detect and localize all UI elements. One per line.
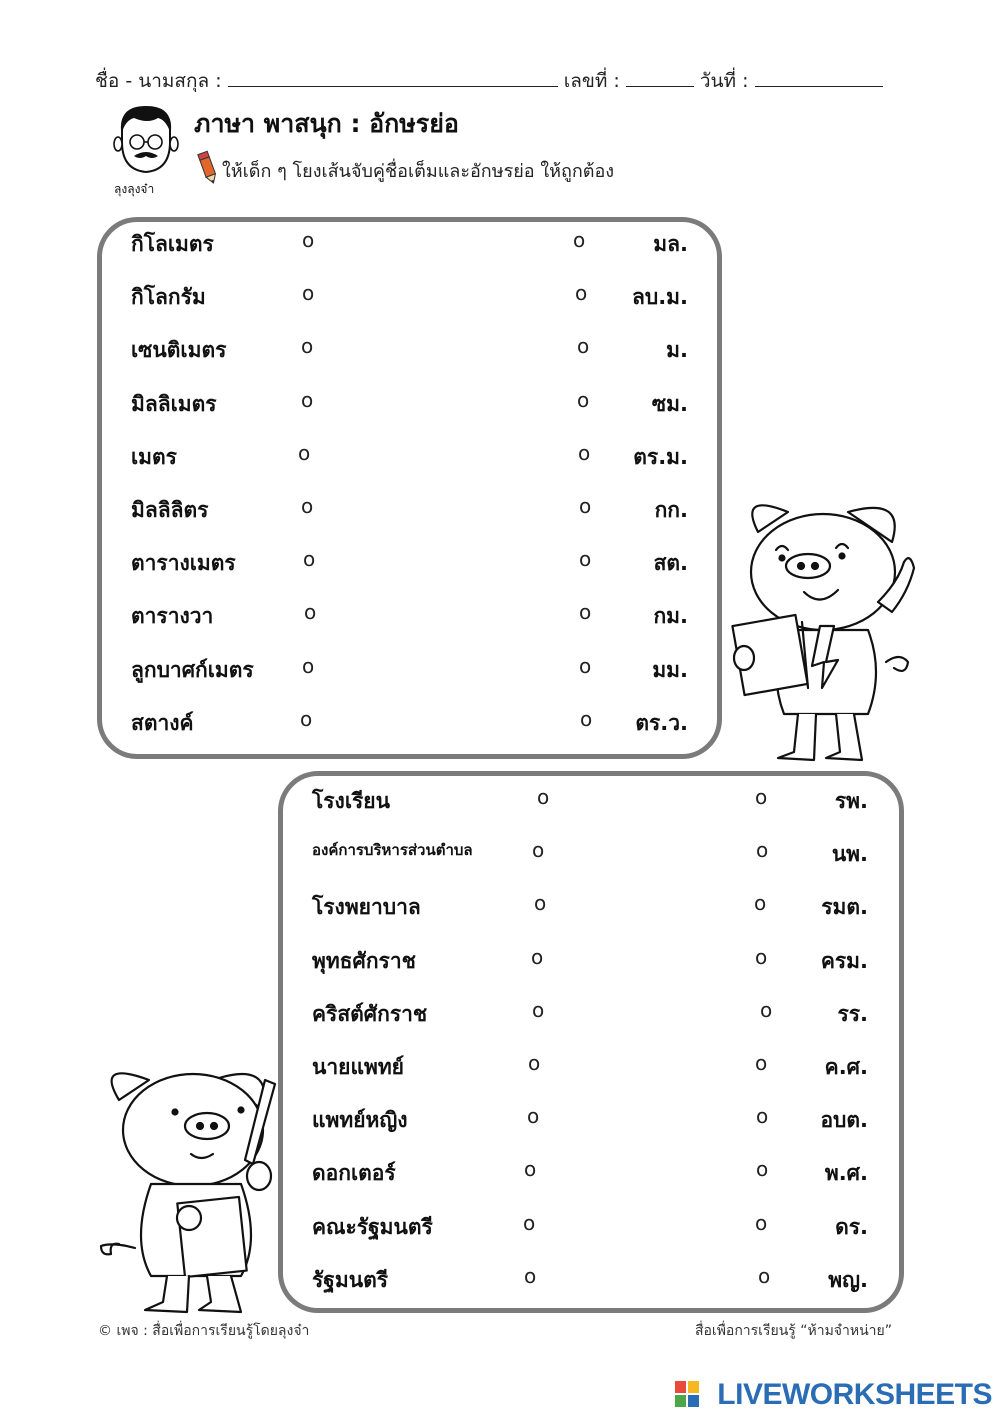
abbreviation-label: พญ. [828,1267,868,1292]
left-connector-dot[interactable]: o [300,706,313,731]
pig-writing-illustration [95,1050,280,1320]
left-connector-dot[interactable]: o [301,334,314,359]
abbreviation-label: อบต. [820,1108,868,1133]
left-connector-dot[interactable]: o [537,785,550,809]
abbreviation-label: ดร. [835,1214,868,1239]
full-name-label: ดอกเตอร์ [312,1161,396,1186]
abbreviation-label: นพ. [831,842,868,867]
name-label: ชื่อ - นามสกุล : [95,70,222,92]
right-connector-dot[interactable]: o [578,440,591,465]
left-connector-dot[interactable]: o [524,1157,537,1182]
page-title: ภาษา พาสนุก : อักษรย่อ [194,109,459,138]
right-connector-dot[interactable]: o [577,334,590,359]
matching-row [131,228,688,268]
matching-row [312,891,868,931]
abbreviation-label: รร. [837,1001,868,1026]
abbreviation-label: ซม. [651,391,688,416]
matching-row [312,1157,868,1197]
full-name-label: กิโลกรัม [131,285,206,310]
right-connector-dot[interactable]: o [580,706,593,731]
right-connector-dot[interactable]: o [573,228,586,252]
organizations-list [312,785,868,1305]
left-connector-dot[interactable]: o [301,387,314,412]
full-name-label: คณะรัฐมนตรี [312,1214,433,1239]
left-connector-dot[interactable]: o [527,1104,540,1129]
full-name-label: องค์การบริหารส่วนตำบล [312,841,473,860]
right-connector-dot[interactable]: o [755,1210,768,1235]
matching-row [131,441,688,481]
liveworksheets-brand[interactable]: LIVEWORKSHEETS [717,1378,992,1411]
abbreviation-label: รพ. [834,789,868,813]
matching-row [312,1211,868,1251]
abbreviation-label: สต. [653,551,688,576]
full-name-label: เซนติเมตร [131,338,227,363]
matching-row [131,600,688,640]
full-name-label: ตารางวา [131,604,214,629]
right-connector-dot[interactable]: o [755,785,768,809]
abbreviation-label: กก. [654,498,688,522]
abbreviation-label: ตร.ว. [635,710,688,735]
left-connector-dot[interactable]: o [301,494,314,518]
abbreviation-label: ค.ศ. [824,1055,868,1079]
right-connector-dot[interactable]: o [754,891,767,916]
pig-pointing-illustration [728,492,918,772]
full-name-label: ตารางเมตร [131,551,236,576]
abbreviation-label: มล. [653,232,688,256]
abbreviation-label: กม. [653,604,688,629]
full-name-label: รัฐมนตรี [312,1267,388,1292]
right-connector-dot[interactable]: o [758,1263,771,1288]
full-name-label: เมตร [131,444,177,469]
full-name-label: นายแพทย์ [312,1055,404,1079]
abbreviation-label: ตร.ม. [633,444,688,469]
matching-row [131,334,688,374]
matching-row [131,494,688,534]
liveworksheets-logo-icon [674,1380,700,1408]
instruction-text: ให้เด็ก ๆ โยงเส้นจับคู่ชื่อเต็มและอักษรย่อ ให้ถูกต้อง [222,161,615,182]
uncle-face-icon [108,102,184,182]
abbreviation-label: ลบ.ม. [632,285,688,310]
pencil-icon [196,150,220,186]
footer-notice: สื่อเพื่อการเรียนรู้ “ห้ามจำหน่าย” [694,1323,892,1339]
matching-row [131,654,688,694]
full-name-label: มิลลิลิตร [131,498,209,522]
uncle-caption: ลุงลุงจ๋า [114,182,155,196]
number-label: เลขที่ : [563,70,620,92]
matching-row [312,1051,868,1091]
left-connector-dot[interactable]: o [528,1051,541,1075]
left-connector-dot[interactable]: o [302,228,315,252]
number-field[interactable] [626,68,694,87]
right-connector-dot[interactable]: o [579,600,592,625]
matching-row [131,547,688,587]
abbreviation-label: ม. [666,338,688,363]
right-connector-dot[interactable]: o [577,387,590,412]
full-name-label: พุทธศักราช [312,948,416,973]
left-connector-dot[interactable]: o [523,1210,536,1235]
matching-row [312,945,868,985]
matching-row [131,707,688,747]
date-field[interactable] [755,68,883,87]
right-connector-dot[interactable]: o [756,1104,769,1129]
full-name-label: สตางค์ [131,710,194,735]
name-field[interactable] [228,68,558,87]
left-connector-dot[interactable]: o [532,997,545,1022]
right-connector-dot[interactable]: o [756,838,769,863]
right-connector-dot[interactable]: o [579,547,592,572]
abbreviation-label: รมต. [821,895,868,920]
full-name-label: แพทย์หญิง [312,1108,408,1133]
header-line [95,66,883,96]
matching-row [312,1104,868,1144]
abbreviation-label: พ.ศ. [824,1161,868,1186]
abbreviation-label: ครม. [820,948,868,973]
left-connector-dot[interactable]: o [303,547,316,572]
full-name-label: โรงเรียน [312,789,390,813]
left-connector-dot[interactable]: o [302,281,315,306]
left-connector-dot[interactable]: o [531,944,544,969]
left-connector-dot[interactable]: o [302,653,315,678]
right-connector-dot[interactable]: o [575,281,588,306]
left-connector-dot[interactable]: o [304,600,317,625]
matching-row [312,785,868,825]
full-name-label: คริสต์ศักราช [312,1001,428,1026]
matching-row [312,1264,868,1304]
left-connector-dot[interactable]: o [524,1263,537,1288]
left-connector-dot[interactable]: o [298,440,311,465]
full-name-label: ลูกบาศก์เมตร [131,657,254,682]
left-connector-dot[interactable]: o [534,891,547,916]
footer-copyright: © เพจ : สื่อเพื่อการเรียนรู้โดยลุงจ๋า [98,1323,310,1339]
full-name-label: โรงพยาบาล [312,895,421,920]
right-connector-dot[interactable]: o [755,944,768,969]
right-connector-dot[interactable]: o [760,997,773,1022]
date-label: วันที่ : [699,70,749,92]
matching-row [131,388,688,428]
right-connector-dot[interactable]: o [755,1051,768,1075]
full-name-label: กิโลเมตร [131,232,214,256]
full-name-label: มิลลิเมตร [131,391,217,416]
matching-row [312,838,868,878]
right-connector-dot[interactable]: o [756,1157,769,1182]
matching-row [312,998,868,1038]
left-connector-dot[interactable]: o [532,838,545,863]
units-list [131,228,688,748]
right-connector-dot[interactable]: o [579,653,592,678]
abbreviation-label: มม. [652,657,688,682]
matching-row [131,281,688,321]
right-connector-dot[interactable]: o [579,494,592,518]
